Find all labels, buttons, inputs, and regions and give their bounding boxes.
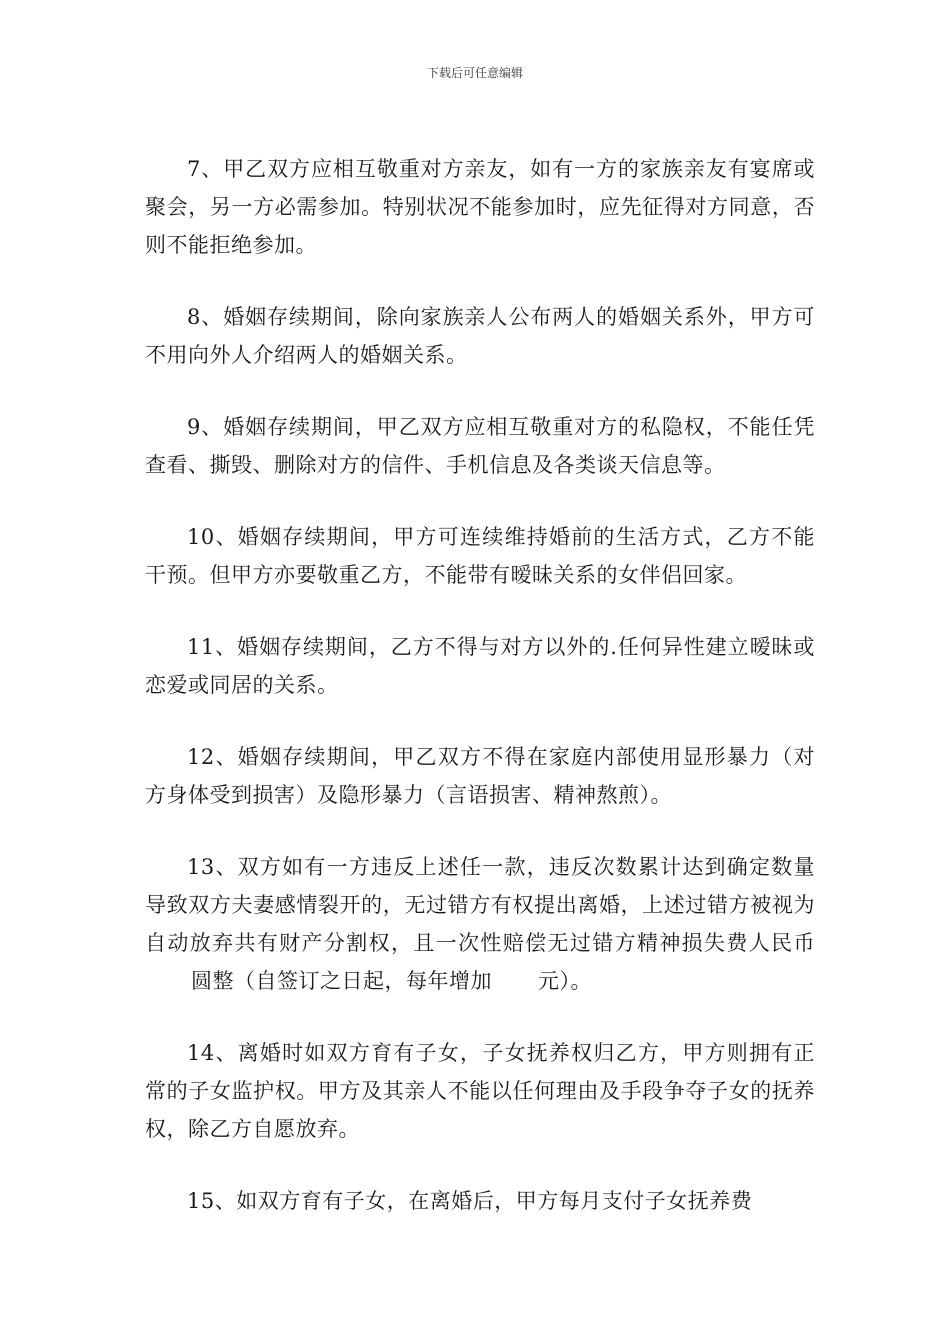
clause-13-text-c: 元）。: [538, 969, 592, 993]
clause-15: 15、如双方育有子女，在离婚后，甲方每月支付子女抚养费: [187, 1189, 753, 1213]
clause-7: 7、甲乙双方应相互敬重对方亲友，如有一方的家族亲友有宴席或聚会，另一方必需参加。特别状况不能参加时，应先征得对方同意，否则不能拒绝参加。: [145, 157, 815, 257]
page-header: 下载后可任意编辑: [426, 66, 523, 80]
clause-11: 11、婚姻存续期间，乙方不得与对方以外的.任何异性建立暧昧或恋爱或同居的关系。: [145, 635, 815, 697]
clause-9: 9、婚姻存续期间，甲乙双方应相互敬重对方的私隐权，不能任凭查看、撕毁、删除对方的信件、手机信息及各类谈天信息等。: [145, 415, 815, 477]
clause-8: 8、婚姻存续期间，除向家族亲人公布两人的婚姻关系外，甲方可不用向外人介绍两人的婚姻关系。: [145, 305, 815, 367]
clause-13-text-a: 13、双方如有一方违反上述任一款，违反次数累计达到确定数量导致双方夫妻感情裂开的，无过错方有权提出离婚，上述过错方被视为自动放弃共有财产分割权，且一次性赔偿无过错方精神损失费人民币: [145, 855, 815, 955]
clause-13: [145, 848, 815, 1000]
clause-13-text-b: 圆整（自签订之日起，每年增加: [191, 969, 492, 993]
document-body: [145, 150, 815, 1254]
clause-14: 14、离婚时如双方育有子女，子女抚养权归乙方，甲方则拥有正常的子女监护权。甲方及其亲人不能以任何理由及手段争夺子女的抚养权，除乙方自愿放弃。: [145, 1041, 815, 1141]
clause-12: 12、婚姻存续期间，甲乙双方不得在家庭内部使用显形暴力（对方身体受到损害）及隐形暴力（言语损害、精神熬煎）。: [145, 745, 815, 807]
clause-10: 10、婚姻存续期间，甲方可连续维持婚前的生活方式，乙方不能干预。但甲方亦要敬重乙方，不能带有暧昧关系的女伴侣回家。: [145, 525, 815, 587]
